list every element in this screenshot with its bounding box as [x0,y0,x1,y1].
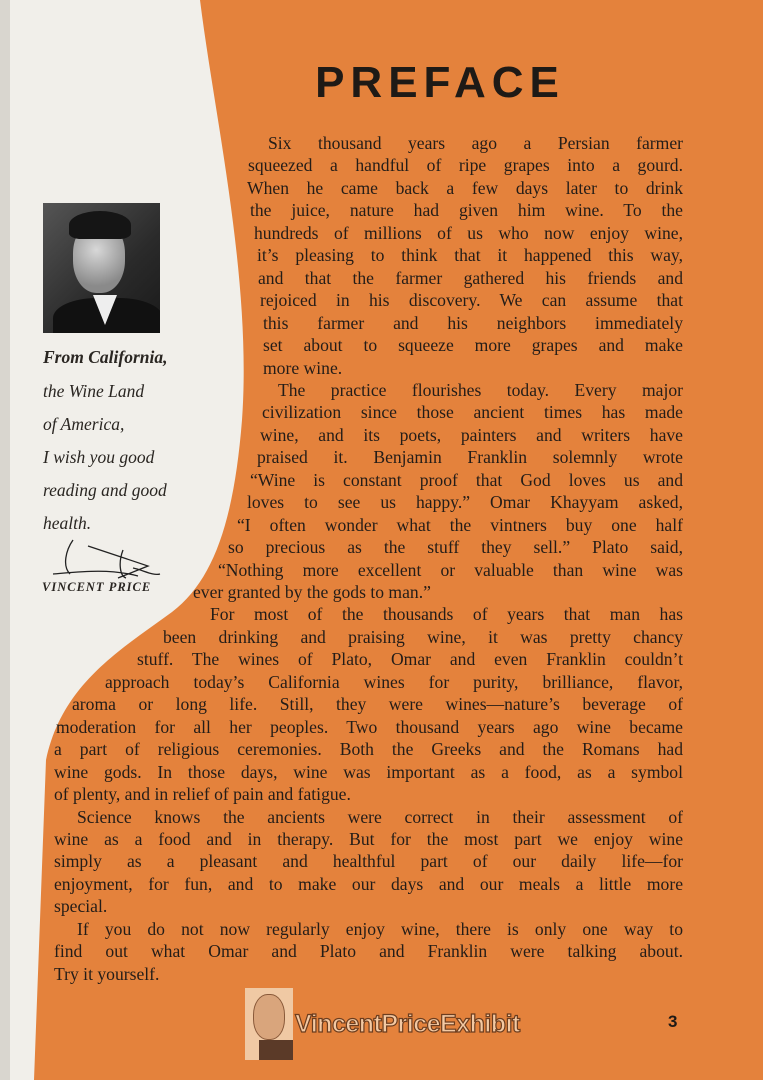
signature-name: VINCENT PRICE [42,580,152,594]
body-text-line: enjoyment, for fun, and to make our days and our meals a little more [54,873,683,894]
dedication-line: I wish you good [43,447,155,467]
body-text-line: If you do not now regularly enjoy wine, there is only one way to [77,918,683,939]
body-text-line: aroma or long life. Still, they were wines—nature’s beverage of [72,694,683,715]
body-text-line: wine gods. In those days, wine was important as a food, as a symbol [54,761,683,782]
body-text-line: loves to see us happy.” Omar Khayyam asked, [247,492,683,513]
body-text-line: so precious as the stuff they sell.” Plato said, [228,537,683,558]
body-text-line: wine, and its poets, painters and writers have [260,424,683,445]
body-text-line: rejoiced in his discovery. We can assume that [260,290,683,311]
body-text-line: more wine. [263,357,343,378]
body-text-line: this farmer and his neighbors immediately [263,312,683,333]
body-text-line: simply as a pleasant and healthful part of our daily life—for [54,851,683,872]
body-text-line: “Nothing more excellent or valuable than wine was [218,559,683,580]
body-text-line: wine as a food and in therapy. But for the most part we enjoy wine [54,828,683,849]
body-text-line: approach today’s California wines for purity, brilliance, flavor, [105,671,683,692]
body-text-line: “Wine is constant proof that God loves us and [250,469,683,490]
body-text-line: Science knows the ancients were correct in their assessment of [77,806,683,827]
dedication-line: From California, [43,347,168,367]
dedication-line: reading and good [43,480,167,500]
body-text-line: The practice flourishes today. Every major [278,379,683,400]
page-binding-edge [0,0,10,1080]
watermark [245,988,520,1060]
dedication-line: health. [43,513,92,533]
body-text-line: moderation for all her peoples. Two thousand years ago wine became [56,716,683,737]
dedication-line: of America, [43,414,125,434]
body-text-line: ever granted by the gods to man.” [193,582,431,602]
body-text-line: the juice, nature had given him wine. To the [250,200,683,221]
body-text-line: find out what Omar and Plato and Franklin were talking about. [54,941,683,962]
body-text-line: it’s pleasing to think that it happened this way, [257,245,683,266]
body-text-line: and that the farmer gathered his friends and [258,267,683,288]
body-text-line: hundreds of millions of us who now enjoy wine, [254,222,683,243]
body-text-line: civilization since those ancient times has made [262,402,683,423]
page-number: 3 [668,1012,678,1031]
body-text-line: set about to squeeze more grapes and make [263,335,683,356]
body-text-line: Six thousand years ago a Persian farmer [268,133,683,153]
page-title: PREFACE [315,58,565,107]
body-text-line: praised it. Benjamin Franklin solemnly wrote [257,447,683,468]
watermark-text: VincentPriceExhibit [295,1009,520,1038]
body-text-line: stuff. The wines of Plato, Omar and even Franklin couldn’t [137,649,683,670]
body-text-line: a part of religious ceremonies. Both the Greeks and the Romans had [54,739,683,760]
body-text-line: “I often wonder what the vintners buy one half [237,514,683,535]
dedication-line: the Wine Land [43,381,145,401]
author-portrait-photo [43,203,160,333]
signature-image [48,538,168,583]
body-text-line: For most of the thousands of years that man has [210,604,683,625]
caricature-logo-icon [245,988,293,1060]
body-text-line: special. [54,896,108,917]
body-text-line: Try it yourself. [54,963,160,984]
body-text-line: squeezed a handful of ripe grapes into a gourd. [248,155,683,176]
body-text-line: been drinking and praising wine, it was pretty chancy [163,626,683,647]
body-text-line: When he came back a few days later to drink [247,177,683,198]
body-text-line: of plenty, and in relief of pain and fatigue. [54,784,351,805]
